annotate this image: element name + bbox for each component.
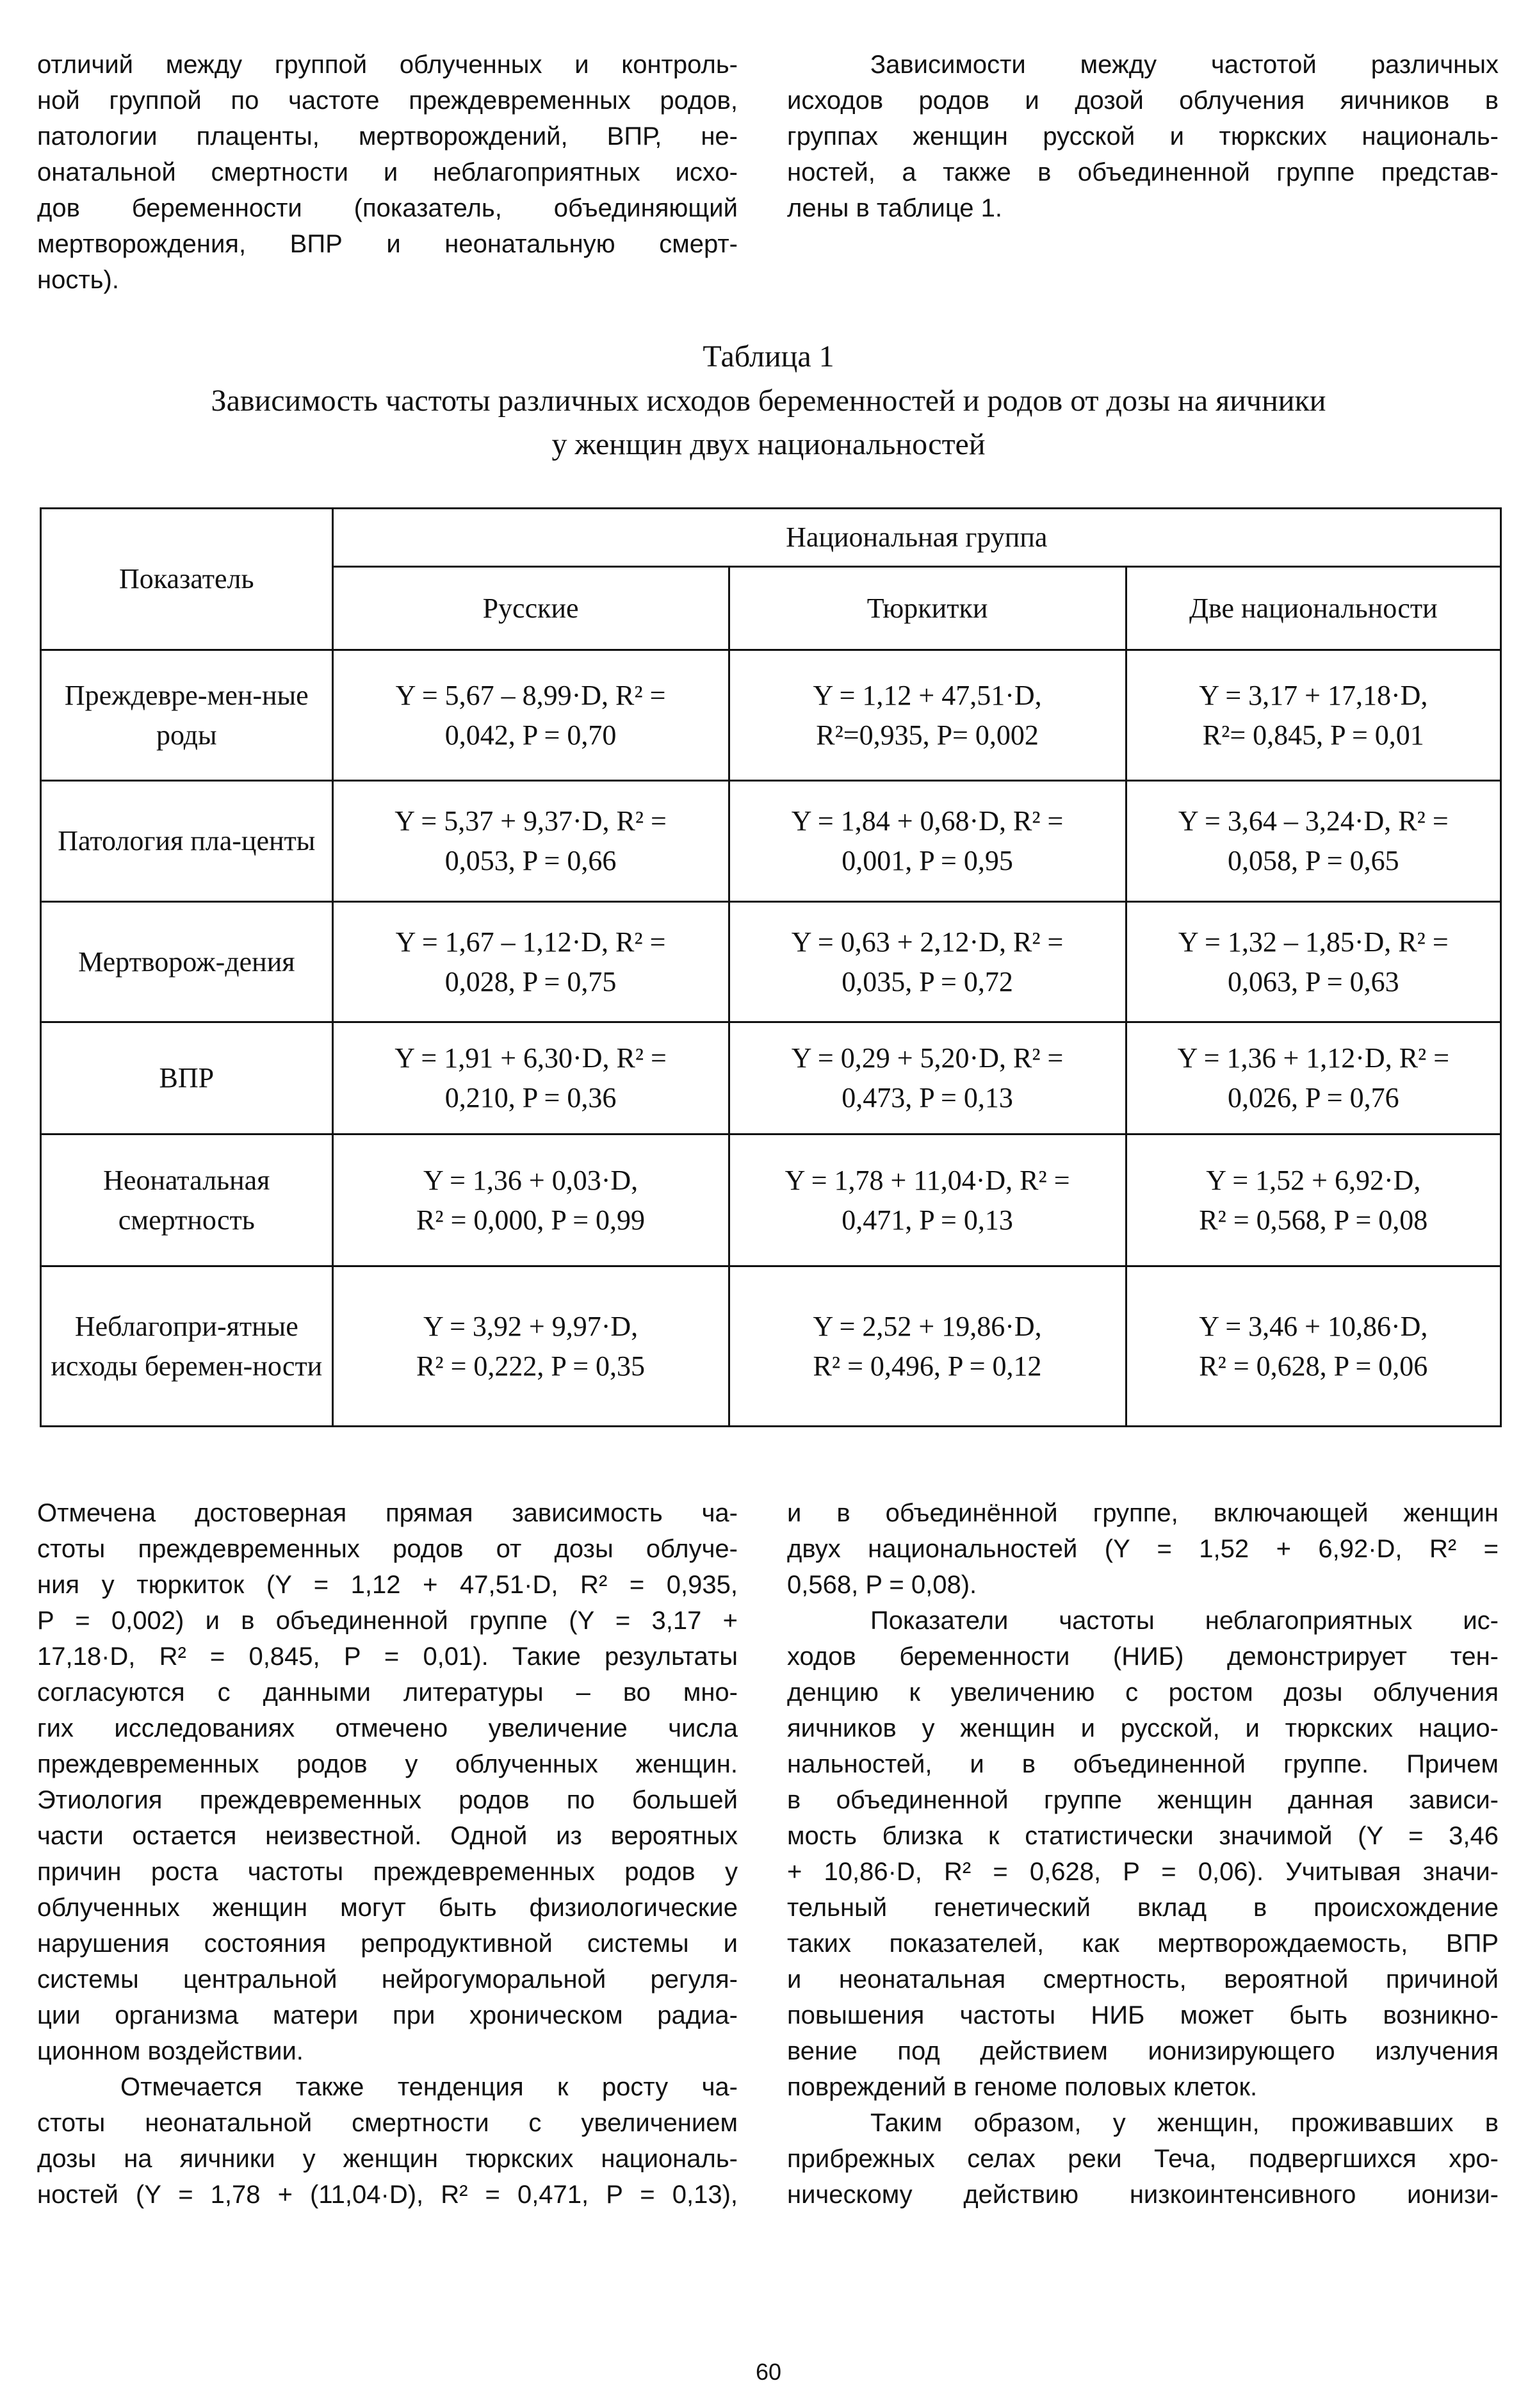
text-line: Этиология преждевременных родов по большей (37, 1786, 738, 1814)
text-line: мертворождения, ВПР и неонатальную смерт- (37, 230, 738, 258)
text-line: яичников у женщин и русской, и тюркских нацио- (787, 1714, 1499, 1742)
cell-line: Y = 1,67 – 1,12·D, R² = (395, 926, 666, 958)
text-line: прибрежных селах реки Теча, подвергшихся хро- (787, 2145, 1499, 2173)
text-line: облученных женщин могут быть физиологические (37, 1894, 738, 1922)
text-line: системы центральной нейрогуморальной регуля- (37, 1965, 738, 1994)
table-row (41, 650, 1501, 781)
table-cell (1126, 1134, 1500, 1266)
text-line: в объединенной группе женщин данная зависи- (787, 1786, 1499, 1814)
cell-line: R²= 0,845, P = 0,01 (1202, 719, 1424, 751)
text-line: нальностей, и в объединенной группе. Причем (787, 1750, 1499, 1778)
cell-line: Y = 1,36 + 1,12·D, R² = (1177, 1042, 1450, 1074)
text-line: ной группой по частоте преждевременных родов, (37, 86, 738, 115)
column-header: Русские (332, 567, 729, 650)
row-label: Мертворож-дения (41, 902, 333, 1022)
cell-line: Y = 1,12 + 47,51·D, (813, 679, 1042, 711)
text-line: повреждений в геноме половых клеток. (787, 2073, 1258, 2101)
table-label: Таблица 1 (703, 340, 834, 373)
text-line: ционном воздействии. (37, 2037, 304, 2065)
row-label: ВПР (41, 1022, 333, 1134)
bottom-right-column (787, 1495, 1499, 2213)
cell-line: 0,210, P = 0,36 (444, 1082, 617, 1113)
cell-line: Y = 1,84 + 0,68·D, R² = (791, 805, 1064, 837)
table-title-line1: Зависимость частоты различных исходов беременностей и родов от дозы на яичники (211, 384, 1326, 418)
table-cell (729, 650, 1126, 781)
top-right-column (787, 47, 1499, 226)
text-line: и в объединённой группе, включающей женщин (787, 1499, 1499, 1527)
table-cell (729, 902, 1126, 1022)
table-cell (1126, 650, 1500, 781)
cell-line: 0,035, P = 0,72 (842, 965, 1013, 997)
cell-line: R² = 0,568, P = 0,08 (1199, 1204, 1428, 1236)
top-left-column (37, 47, 738, 298)
text-line: и неонатальная смертность, вероятной причиной (787, 1965, 1499, 1994)
cell-line: Y = 5,37 + 9,37·D, R² = (394, 805, 667, 837)
table-cell (332, 1022, 729, 1134)
group-header: Национальная группа (332, 509, 1500, 567)
table-cell (332, 650, 729, 781)
text-line: нарушения состояния репродуктивной системы и (37, 1929, 738, 1958)
text-line: патологии плаценты, мертворождений, ВПР, не- (37, 122, 738, 151)
table-row (41, 902, 1501, 1022)
cell-line: Y = 3,64 – 3,24·D, R² = (1178, 805, 1449, 837)
cell-line: Y = 1,52 + 6,92·D, (1206, 1164, 1421, 1196)
text-line: ния у тюркиток (Y = 1,12 + 47,51·D, R² = 0,935, (37, 1571, 738, 1599)
text-line: гих исследованиях отмечено увеличение числа (37, 1714, 738, 1742)
text-line: + 10,86·D, R² = 0,628, P = 0,06). Учитывая значи- (787, 1858, 1499, 1886)
text-line: ходов беременности (НИБ) демонстрирует тен- (787, 1642, 1499, 1671)
table-cell (332, 1134, 729, 1266)
table-cell (1126, 902, 1500, 1022)
text-line: ции организма матери при хроническом радиа- (37, 2001, 738, 2029)
text-line: таких показателей, как мертворождаемость, ВПР (787, 1929, 1499, 1958)
column-header: Две национальности (1126, 567, 1500, 650)
text-line: преждевременных родов у облученных женщин. (37, 1750, 738, 1778)
table-cell (332, 902, 729, 1022)
cell-line: Y = 5,67 – 8,99·D, R² = (395, 679, 666, 711)
text-line: согласуются с данными литературы – во мно- (37, 1678, 738, 1707)
text-line: исходов родов и дозой облучения яичников в (787, 86, 1499, 115)
table-cell (1126, 781, 1500, 902)
table-cell (729, 1266, 1126, 1427)
table-cell (729, 1022, 1126, 1134)
text-line: Показатели частоты неблагоприятных ис- (870, 1607, 1499, 1635)
text-line: ность). (37, 266, 119, 294)
cell-line: 0,058, P = 0,65 (1227, 845, 1399, 876)
table-row (41, 1022, 1501, 1134)
table-cell (1126, 1266, 1500, 1427)
text-line: двух национальностей (Y = 1,52 + 6,92·D, R² = (787, 1535, 1499, 1563)
cell-line: 0,053, P = 0,66 (444, 845, 617, 876)
text-line: мость близка к статистически значимой (Y = 3,46 (787, 1822, 1499, 1850)
cell-line: 0,028, P = 0,75 (444, 965, 617, 997)
text-line: вение под действием ионизирующего излучения (787, 2037, 1499, 2065)
text-line: онатальной смертности и неблагоприятных исхо- (37, 158, 738, 186)
table-cell (332, 781, 729, 902)
cell-line: Y = 3,92 + 9,97·D, (423, 1310, 638, 1342)
row-label: Неблагопри-ятные исходы беремен-ности (41, 1266, 333, 1427)
cell-line: R² = 0,496, P = 0,12 (813, 1350, 1042, 1382)
cell-line: 0,471, P = 0,13 (842, 1204, 1013, 1236)
table-cell (1126, 1022, 1500, 1134)
cell-line: Y = 1,91 + 6,30·D, R² = (394, 1042, 667, 1074)
table-row (41, 781, 1501, 902)
text-line: стоты преждевременных родов от дозы облуче- (37, 1535, 738, 1563)
cell-line: R²=0,935, P= 0,002 (816, 719, 1039, 751)
cell-line: 0,063, P = 0,63 (1227, 965, 1399, 997)
text-line: части остается неизвестной. Одной из вероятных (37, 1822, 738, 1850)
cell-line: Y = 2,52 + 19,86·D, (813, 1310, 1042, 1342)
text-line: 0,568, P = 0,08). (787, 1571, 977, 1599)
cell-line: Y = 3,46 + 10,86·D, (1199, 1310, 1428, 1342)
table-cell (729, 1134, 1126, 1266)
table-title-line2: у женщин двух национальностей (551, 427, 986, 461)
text-line: ностей (Y = 1,78 + (11,04·D), R² = 0,471, P = 0,13), (37, 2181, 738, 2209)
page-number: 60 (755, 2359, 782, 2385)
cell-line: Y = 3,17 + 17,18·D, (1199, 679, 1428, 711)
results-table (40, 507, 1502, 1427)
text-line: ностей, а также в объединенной группе представ- (787, 158, 1499, 186)
text-line: дозы на яичники у женщин тюркских националь- (37, 2145, 738, 2173)
text-line: ническому действию низкоинтенсивного ионизи- (787, 2181, 1499, 2209)
text-line: тельный генетический вклад в происхождение (787, 1894, 1499, 1922)
text-line: Зависимости между частотой различных (870, 51, 1499, 79)
cell-line: Y = 1,78 + 11,04·D, R² = (785, 1164, 1070, 1196)
cell-line: Y = 0,29 + 5,20·D, R² = (791, 1042, 1064, 1074)
text-line: денцию к увеличению с ростом дозы облучения (787, 1678, 1499, 1707)
text-line: повышения частоты НИБ может быть возникно- (787, 2001, 1499, 2029)
table-row (41, 1134, 1501, 1266)
cell-line: 0,042, P = 0,70 (444, 719, 617, 751)
cell-line: 0,026, P = 0,76 (1227, 1082, 1399, 1113)
cell-line: R² = 0,628, P = 0,06 (1199, 1350, 1428, 1382)
cell-line: 0,001, P = 0,95 (842, 845, 1013, 876)
text-line: 17,18·D, R² = 0,845, P = 0,01). Такие результаты (37, 1642, 738, 1671)
row-label: Неонатальная смертность (41, 1134, 333, 1266)
text-line: лены в таблице 1. (787, 194, 1002, 222)
text-line: Таким образом, у женщин, проживавших в (870, 2109, 1499, 2137)
cell-line: Y = 1,32 – 1,85·D, R² = (1178, 926, 1449, 958)
column-header: Тюркитки (729, 567, 1126, 650)
bottom-left-column (37, 1495, 738, 2213)
row-label: Патология пла-центы (41, 781, 333, 902)
table-row (41, 1266, 1501, 1427)
cell-line: R² = 0,000, P = 0,99 (416, 1204, 646, 1236)
cell-line: R² = 0,222, P = 0,35 (416, 1350, 646, 1382)
indicator-header: Показатель (41, 509, 333, 650)
table-cell (332, 1266, 729, 1427)
cell-line: Y = 0,63 + 2,12·D, R² = (791, 926, 1064, 958)
text-line: причин роста частоты преждевременных родов у (37, 1858, 738, 1886)
text-line: Отмечена достоверная прямая зависимость ча- (37, 1499, 738, 1527)
cell-line: 0,473, P = 0,13 (842, 1082, 1013, 1113)
row-label: Преждевре-мен-ные роды (41, 650, 333, 781)
text-line: P = 0,002) и в объединенной группе (Y = 3,17 + (37, 1607, 738, 1635)
text-line: отличий между группой облученных и контроль- (37, 51, 738, 79)
text-line: дов беременности (показатель, объединяющий (37, 194, 738, 222)
text-line: стоты неонатальной смертности с увеличением (37, 2109, 738, 2137)
table-cell (729, 781, 1126, 902)
cell-line: Y = 1,36 + 0,03·D, (423, 1164, 638, 1196)
text-line: группах женщин русской и тюркских националь- (787, 122, 1499, 151)
text-line: Отмечается также тенденция к росту ча- (120, 2073, 738, 2101)
